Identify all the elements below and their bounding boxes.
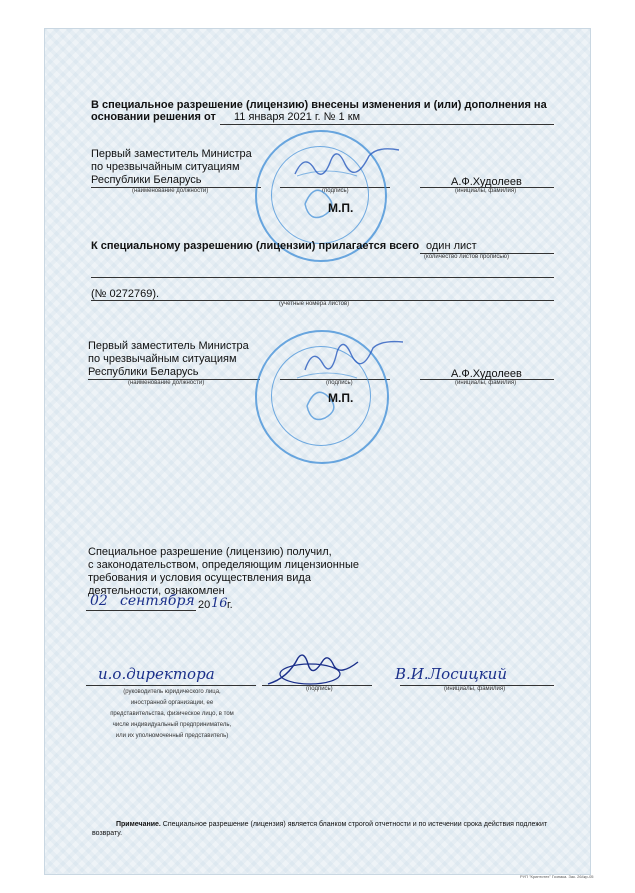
receipt-line-2: с законодательством, определяющим лицензионные: [88, 559, 359, 571]
date-month: сентября: [120, 593, 195, 609]
holder-position-hand: и.о.директора: [98, 665, 215, 683]
header-line1: В специальное разрешение (лицензию) внесены изменения и (или) дополнения на: [91, 99, 547, 111]
holder-name-hand: В.И.Лосицкий: [395, 665, 507, 683]
signer-name: А.Ф.Худолеев: [451, 176, 522, 188]
mp-label-2: М.П.: [328, 391, 354, 405]
position2-line-3: Республики Беларусь: [88, 366, 199, 378]
date-suffix: г.: [227, 599, 233, 611]
attachment-caption: (количество листов прописью): [424, 254, 509, 260]
attachment-value: один лист: [426, 240, 477, 252]
position-line-2: по чрезвычайным ситуациям: [91, 161, 240, 173]
date-year-hand: 16: [211, 596, 228, 611]
position-caption: (наименование должности): [132, 188, 209, 194]
holder-signature-scribble: [262, 650, 362, 690]
note-label: Примечание.: [116, 821, 161, 828]
decision-underline: [220, 124, 554, 125]
signature-scribble: [290, 146, 410, 186]
holder-position-caption-4: числе индивидуальный предприниматель,: [112, 722, 232, 728]
decision-value: 11 января 2021 г. № 1 км: [234, 111, 361, 123]
holder-name-caption: (инициалы, фамилия): [444, 686, 506, 692]
printer-footer: РУП "Криптотех" Гознака. Зак. 264кр-05: [520, 874, 594, 879]
receipt-line-1: Специальное разрешение (лицензию) получил,: [88, 546, 332, 558]
date-year-prefix: 20: [198, 599, 211, 611]
holder-position-caption-2: иностранной организации, ее: [130, 700, 214, 706]
holder-position-caption-3: представительства, физическое лицо, в том: [110, 711, 234, 717]
signature2-caption: (подпись): [326, 380, 353, 386]
header-line2: основании решения от: [91, 111, 216, 123]
name-caption: (инициалы, фамилия): [455, 188, 517, 194]
position-line-1: Первый заместитель Министра: [91, 148, 252, 160]
sheet-numbers: (№ 0272769).: [91, 288, 160, 300]
receipt-line-4: деятельности, ознакомлен: [88, 585, 225, 597]
holder-position-caption-5: или их уполномоченный представитель): [115, 733, 229, 739]
note: [92, 820, 552, 838]
signature-caption: (подпись): [322, 188, 349, 194]
date-day: 02: [90, 593, 108, 609]
signature2-scribble: [300, 340, 410, 380]
holder-position-caption-1: (руководитель юридического лица,: [123, 689, 221, 695]
holder-signature-caption: (подпись): [306, 686, 333, 692]
position2-caption: (наименование должности): [128, 380, 205, 386]
attachment-line-2: [91, 277, 554, 278]
position2-line-1: Первый заместитель Министра: [88, 340, 249, 352]
receipt-line-3: требования и условия осуществления вида: [88, 572, 311, 584]
note-text: Специальное разрешение (лицензия) является бланком строгой отчетности и по истечении срока действия подлежит возврату.: [92, 821, 548, 837]
mp-label: М.П.: [328, 201, 354, 215]
signer2-name: А.Ф.Худолеев: [451, 368, 522, 380]
attachment-label: К специальному разрешению (лицензии) прилагается всего: [91, 240, 420, 252]
name2-caption: (инициалы, фамилия): [455, 380, 517, 386]
position-line-3: Республики Беларусь: [91, 174, 202, 186]
holder-position-underline: [86, 685, 256, 686]
sheet-numbers-caption: (учетные номера листов): [279, 301, 350, 307]
position2-line-2: по чрезвычайным ситуациям: [88, 353, 237, 365]
date-underline: [86, 610, 196, 611]
